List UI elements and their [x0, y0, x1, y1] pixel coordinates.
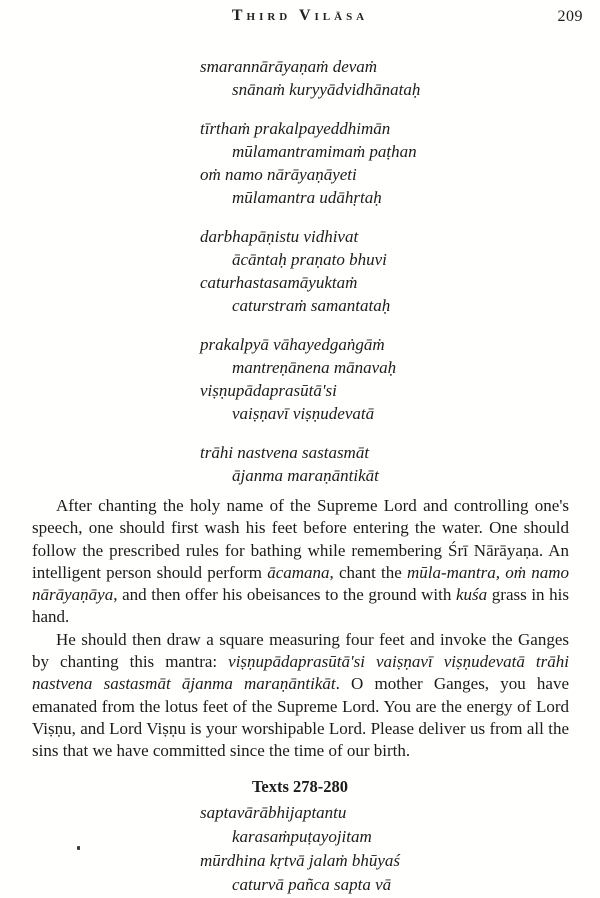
verse-line: viṣṇupādaprasūtā'si [200, 381, 337, 400]
verse-line: ājanma maraṇāntikāt [232, 466, 379, 485]
body-text: , chant the [329, 562, 407, 582]
verse-line: caturstraṁ samantataḥ [232, 296, 391, 315]
verse-line: oṁ namo nārāyaṇāyeti [200, 165, 357, 184]
verse-line: caturvā pañca sapta vā [232, 874, 392, 894]
verse-line: tīrthaṁ prakalpayeddhimān [200, 119, 391, 138]
page-number: 209 [557, 8, 583, 25]
verse-group [200, 333, 600, 425]
verse-line: caturhastasamāyuktaṁ [200, 273, 358, 292]
verse-line: vaiṣṇavī viṣṇudevatā [232, 404, 375, 423]
running-header [0, 0, 600, 27]
sanskrit-term: ācamana [267, 562, 330, 582]
body-text: After chanting the holy name of the Supreme Lord and controlling one's speech, one should first wash his feet before entering the water. One should follow the prescribed rules for bathing while remembering Śrī Nārāyaṇa. An intelligent person should perform [32, 496, 569, 582]
sanskrit-term: kuśa [456, 585, 488, 605]
sanskrit-term: viṣṇupādaprasūtā'si vaiṣṇavī viṣṇudevatā trāhi nastvena sastasmāt ājanma maraṇāntikāt [32, 652, 569, 694]
paragraph [32, 495, 569, 629]
verse-group [200, 441, 600, 487]
verse-line: karasaṁpuṭayojitam [232, 826, 372, 846]
sanskrit-term: mūla-mantra, oṁ namo nārāyaṇāya [32, 562, 569, 605]
texts-heading: Texts 278-280 [251, 776, 349, 796]
verse-group [200, 55, 600, 101]
verse-group [200, 117, 600, 209]
verse-line: mūlamantramimaṁ paṭhan [232, 142, 417, 161]
verse-line: prakalpyā vāhayedgaṅgāṁ [200, 335, 385, 354]
verse-group [200, 225, 600, 317]
paragraph [32, 629, 569, 763]
verse-line: trāhi nastvena sastasmāt [200, 443, 370, 462]
chapter-title: Third Vilāsa [231, 7, 369, 24]
verse-section [200, 55, 600, 487]
closing-verse-section [200, 801, 600, 897]
verse-line: saptavārābhijaptantu [200, 802, 347, 822]
verse-line: snānaṁ kuryyādvidhānataḥ [232, 80, 421, 99]
verse-line: smarannārāyaṇaṁ devaṁ [200, 57, 378, 76]
verse-group [200, 801, 600, 897]
verse-line: mūrdhina kṛtvā jalaṁ bhūyaś [200, 850, 401, 870]
body-text: . O mother Ganges, you have emanated from the lotus feet of the Supreme Lord. You are the energy of Lord Viṣṇu, and Lord Viṣṇu is your worshipable Lord. Please deliver us from all the sins that we have committed since the time of our birth. [32, 674, 569, 761]
body-text: He should then draw a square measuring four feet and invoke the Ganges by chanting this mantra: [32, 629, 569, 672]
verse-line: mantreṇānena mānavaḥ [232, 358, 397, 377]
scan-speck [77, 846, 80, 850]
prose-section [32, 495, 569, 763]
verse-line: mūlamantra udāhṛtaḥ [232, 188, 382, 207]
verse-line: ācāntaḥ praṇato bhuvi [232, 250, 387, 269]
body-text: grass in his hand. [32, 585, 570, 627]
body-text: , and then offer his obeisances to the ground with [113, 585, 456, 605]
verse-line: darbhapāṇistu vidhivat [200, 227, 359, 246]
